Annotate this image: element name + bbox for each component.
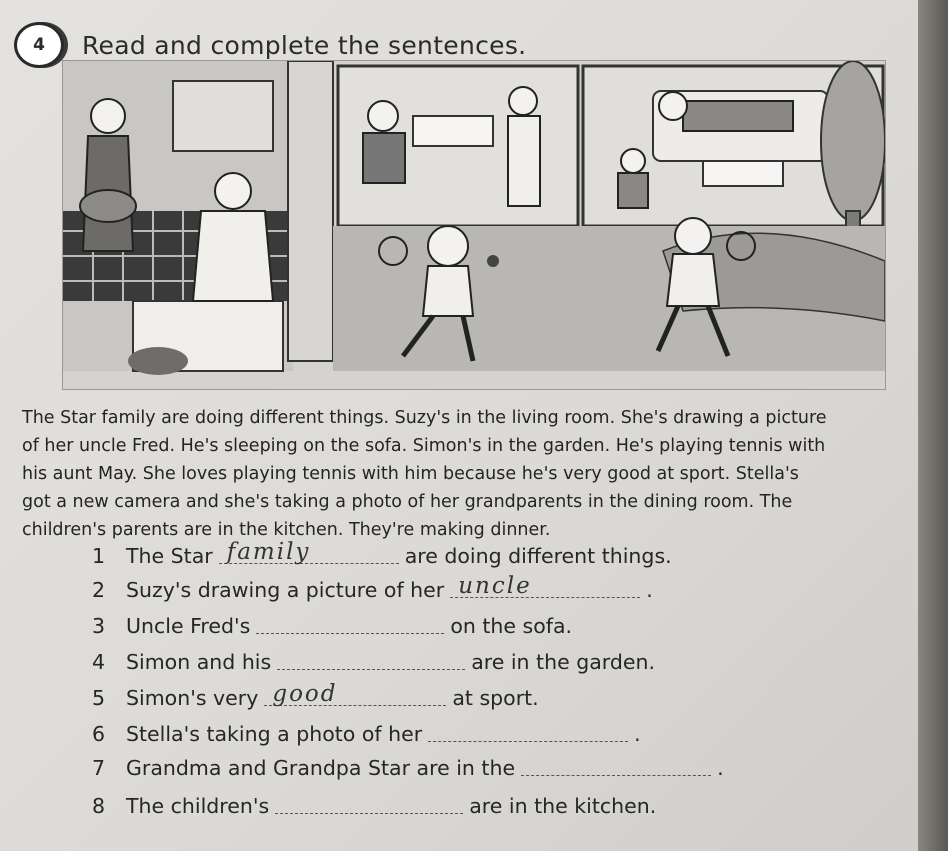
answer-blank[interactable] (219, 541, 399, 564)
answer-blank[interactable] (450, 575, 640, 598)
sentence-before: The children's (126, 794, 270, 818)
sentence-number: 5 (92, 686, 106, 710)
sentence-number: 4 (92, 650, 106, 674)
answer-text: good (272, 681, 338, 707)
sentence-after: on the sofa. (450, 614, 573, 638)
passage-line: children's parents are in the kitchen. They're making dinner. (22, 520, 551, 540)
answer-blank[interactable] (521, 753, 711, 776)
sentence-after: are in the kitchen. (469, 794, 657, 818)
sentence-before: Stella's taking a photo of her (126, 722, 423, 746)
illustration (62, 60, 886, 390)
answer-blank[interactable] (264, 683, 446, 706)
sentence-item (92, 750, 724, 780)
sentence-after: . (717, 756, 724, 780)
sentence-item (92, 608, 572, 638)
exercise-title: Read and complete the sentences. (82, 30, 527, 60)
sentence-item (92, 680, 539, 710)
passage-line: his aunt May. She loves playing tennis with him because he's very good at sport. Stella's (22, 464, 799, 484)
answer-blank[interactable] (275, 791, 463, 814)
sentence-after: are in the garden. (471, 650, 655, 674)
sentence-number: 8 (92, 794, 106, 818)
house-scene-illustration (63, 61, 885, 389)
answer-text: family (226, 539, 311, 565)
sentence-item (92, 644, 655, 674)
passage-line: The Star family are doing different things. Suzy's in the living room. She's drawing a picture (22, 408, 827, 428)
sentence-after: at sport. (452, 686, 539, 710)
answer-text: uncle (458, 573, 532, 599)
sentence-after: . (646, 578, 653, 602)
sentence-after: are doing different things. (404, 544, 672, 568)
passage-line: got a new camera and she's taking a photo of her grandparents in the dining room. The (22, 492, 793, 512)
answer-blank[interactable] (256, 611, 444, 634)
answer-blank[interactable] (277, 647, 465, 670)
answer-blank[interactable] (428, 719, 628, 742)
sentence-number: 6 (92, 722, 106, 746)
sentence-number: 1 (92, 544, 106, 568)
exercise-number-badge: 4 (14, 22, 64, 68)
sentence-item (92, 788, 656, 818)
sentence-item (92, 572, 653, 602)
sentence-before: Uncle Fred's (126, 614, 251, 638)
sentence-after: . (634, 722, 641, 746)
sentence-number: 3 (92, 614, 106, 638)
reading-passage (22, 404, 887, 544)
sentence-before: Simon and his (126, 650, 272, 674)
sentence-number: 2 (92, 578, 106, 602)
sentence-item (92, 716, 641, 746)
sentence-before: Simon's very (126, 686, 259, 710)
sentence-before: Suzy's drawing a picture of her (126, 578, 445, 602)
sentence-number: 7 (92, 756, 106, 780)
sentence-before: Grandma and Grandpa Star are in the (126, 756, 516, 780)
passage-line: of her uncle Fred. He's sleeping on the sofa. Simon's in the garden. He's playing tennis with (22, 436, 826, 456)
sentence-before: The Star (126, 544, 213, 568)
page-edge-shadow (918, 0, 948, 851)
sentence-item (92, 538, 672, 568)
